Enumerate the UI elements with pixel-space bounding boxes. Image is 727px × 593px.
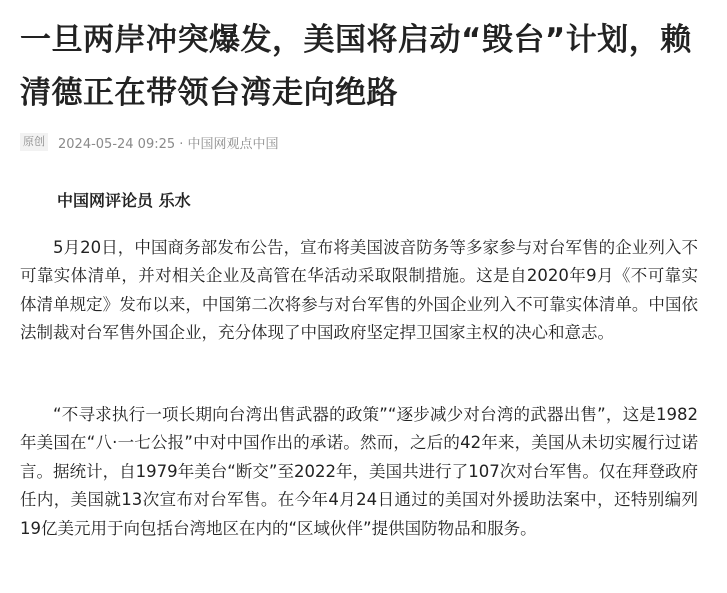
author-line: 中国网评论员 乐水 (57, 191, 191, 210)
article-paragraph: “不寻求执行一项长期向台湾出售武器的政策”“逐步减少对台湾的武器出售”，这是1982年美国在“八·一七公报”中对中国作出的承诺。然而，之后的42年来，美国从未切实履行过诺言。据统计，自1979年美台“断交”至2022年，美国共进行了107次对台军售。仅在拜登政府任内，美国就13次宣布对台军售。在今年4月24日通过的美国对外援助法案中，还特别编列19亿美元用于向包括台湾地区在内的“区域伙伴”提供国防物品和服务。 (20, 405, 698, 538)
article-meta (20, 132, 279, 152)
article-title: 一旦两岸冲突爆发，美国将启动“毁台”计划，赖清德正在带领台湾走向绝路 (20, 22, 692, 111)
article-paragraph: 5月20日，中国商务部发布公告，宣布将美国波音防务等多家参与对台军售的企业列入不可靠实体清单，并对相关企业及高管在华活动采取限制措施。这是自2020年9月《不可靠实体清单规定》发布以来，中国第二次将参与对台军售的外国企业列入不可靠实体清单。中国依法制裁对台军售外国企业，充分体现了中国政府坚定捍卫国家主权的决心和意志。 (20, 238, 698, 343)
original-badge: 原创 (20, 133, 48, 151)
publish-info: 2024-05-24 09:25 · 中国网观点中国 (58, 136, 279, 152)
